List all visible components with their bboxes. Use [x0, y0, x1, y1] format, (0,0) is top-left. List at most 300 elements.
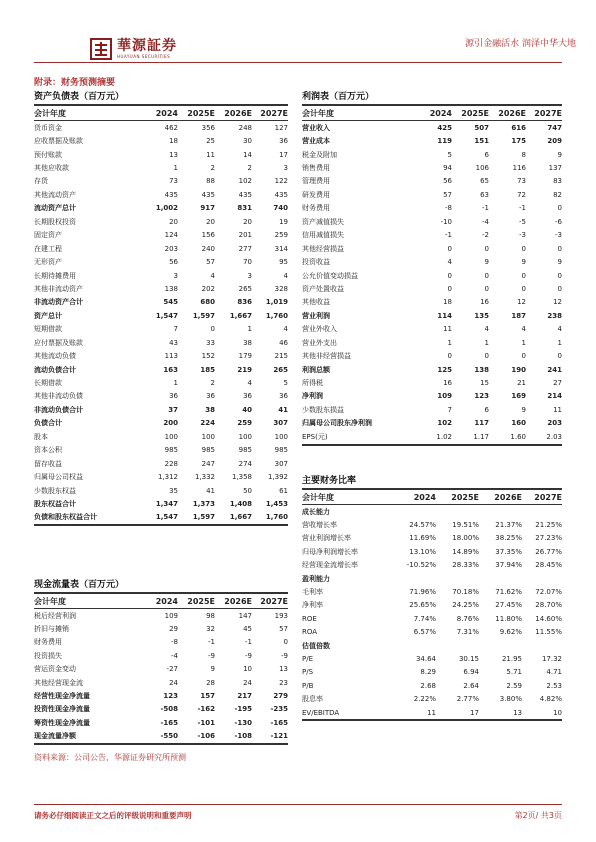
- table-row: [34, 309, 288, 322]
- row-label: 财务费用: [34, 638, 62, 647]
- table-row: [302, 229, 562, 242]
- row-value: 616: [511, 123, 526, 132]
- row-label: 应付票据及账款: [34, 338, 83, 347]
- row-value: 21.37%: [495, 521, 522, 530]
- row-label: EV/EBITDA: [302, 708, 340, 717]
- row-value: -1: [208, 638, 215, 647]
- row-value: 36: [279, 392, 288, 401]
- header-year: 2026E: [224, 108, 252, 118]
- row-label: 信用减值损失: [302, 231, 344, 240]
- row-value: 747: [547, 123, 562, 132]
- row-value: 219: [237, 365, 252, 374]
- row-value: 209: [547, 137, 562, 146]
- row-label: EPS(元): [302, 432, 328, 441]
- row-value: 9: [557, 258, 562, 267]
- row-value: 19.51%: [452, 521, 479, 530]
- table-title: 利润表（百万元）: [302, 92, 375, 102]
- row-value: 279: [273, 692, 288, 701]
- row-value: 190: [511, 365, 526, 374]
- row-label: 营业利润增长率: [302, 534, 351, 543]
- row-value: -101: [197, 718, 215, 727]
- row-value: 10: [553, 708, 562, 717]
- row-label: 净利率: [302, 601, 323, 610]
- row-value: -130: [234, 718, 252, 727]
- row-value: 4.82%: [539, 695, 562, 704]
- row-value: 27.23%: [535, 534, 562, 543]
- row-value: -4: [171, 651, 178, 660]
- table-row: [302, 121, 562, 134]
- row-value: -165: [160, 718, 178, 727]
- row-label: 现金流量净额: [34, 732, 76, 741]
- row-value: 37.94%: [495, 561, 522, 570]
- row-value: 4: [521, 325, 526, 334]
- row-label: 资产处置收益: [302, 284, 344, 293]
- row-label: 归属母公司权益: [34, 473, 83, 482]
- row-value: 545: [163, 298, 178, 307]
- row-label: 少数股东损益: [302, 405, 344, 414]
- row-value: 83: [553, 177, 562, 186]
- row-value: 57: [279, 625, 288, 634]
- row-value: 185: [200, 365, 215, 374]
- row-value: 0: [484, 244, 489, 253]
- row-value: 0: [521, 284, 526, 293]
- row-value: 0: [447, 352, 452, 361]
- row-value: 241: [547, 365, 562, 374]
- row-value: 1,408: [229, 499, 252, 508]
- table-title: 现金流量表（百万元）: [34, 580, 125, 590]
- row-value: 6: [484, 150, 489, 159]
- table-row: [302, 336, 562, 349]
- table-row: [34, 636, 288, 649]
- table-row: [302, 390, 562, 403]
- row-value: 14.60%: [535, 614, 562, 623]
- row-label: 流动负债合计: [34, 365, 76, 374]
- row-value: 985: [238, 446, 252, 455]
- row-value: 71.96%: [409, 588, 436, 597]
- row-label: 应收票据及账款: [34, 137, 83, 146]
- row-value: 2.59: [506, 681, 522, 690]
- table-row: [302, 626, 562, 639]
- row-value: 135: [474, 311, 489, 320]
- row-label: 预付账款: [34, 150, 62, 159]
- table-bottom-rule: [302, 719, 562, 721]
- footer-disclaimer: 请务必仔细阅读正文之后的评级说明和重要声明: [34, 811, 192, 820]
- table-row: [34, 363, 288, 376]
- row-value: 3: [247, 271, 252, 280]
- row-label: ROA: [302, 628, 318, 637]
- table-row: [302, 706, 562, 719]
- row-value: 9: [210, 665, 215, 674]
- table-row: [302, 692, 562, 705]
- table-row: [34, 282, 288, 295]
- row-value: 1.60: [510, 432, 526, 441]
- row-value: 328: [274, 284, 288, 293]
- row-value: -2: [482, 231, 489, 240]
- header-year: 2027E: [534, 492, 562, 502]
- row-value: 1,597: [192, 513, 215, 522]
- row-label: 股本: [34, 432, 48, 441]
- table-header-row: [302, 106, 562, 120]
- section-header-row: [302, 639, 562, 652]
- row-value: 61: [279, 486, 288, 495]
- row-label: 营业外支出: [302, 338, 337, 347]
- row-label: 固定资产: [34, 231, 62, 240]
- row-value: 1,453: [265, 499, 288, 508]
- header-year: 2025E: [187, 108, 215, 118]
- row-label: 营业收入: [302, 123, 330, 132]
- row-value: -8: [445, 204, 452, 213]
- row-value: 116: [512, 164, 526, 173]
- row-value: 0: [557, 204, 562, 213]
- table-row: [34, 229, 288, 242]
- row-value: 15: [480, 379, 489, 388]
- row-value: 228: [164, 459, 178, 468]
- table-row: [302, 403, 562, 416]
- row-value: 41: [278, 405, 288, 414]
- row-value: 147: [238, 611, 252, 620]
- row-value: 202: [201, 284, 215, 293]
- row-value: 43: [169, 338, 178, 347]
- row-value: 57: [206, 258, 215, 267]
- table-row: [34, 148, 288, 161]
- row-value: 137: [548, 164, 562, 173]
- row-value: 94: [443, 164, 452, 173]
- row-value: 1: [557, 338, 562, 347]
- table-row: [34, 323, 288, 336]
- table-row: [34, 703, 288, 716]
- appendix-title: 附录：财务预测摘要: [34, 78, 116, 88]
- row-value: 26.77%: [535, 547, 562, 556]
- row-value: 28.33%: [452, 561, 479, 570]
- row-value: 152: [201, 352, 215, 361]
- table-row: [34, 242, 288, 255]
- row-value: 1,547: [155, 311, 178, 320]
- row-value: 356: [201, 123, 215, 132]
- row-value: 34.64: [415, 654, 436, 663]
- row-value: 28.70%: [535, 601, 562, 610]
- row-value: 32: [206, 625, 215, 634]
- row-value: 1: [247, 325, 252, 334]
- row-value: -10.52%: [406, 561, 436, 570]
- row-value: 1: [484, 338, 489, 347]
- row-value: 462: [164, 123, 178, 132]
- row-value: 23: [279, 678, 288, 687]
- header-year: 2025E: [451, 492, 479, 502]
- row-value: -550: [160, 732, 178, 741]
- row-label: 营业利润: [302, 311, 330, 320]
- row-value: 203: [164, 244, 178, 253]
- row-value: 8: [521, 150, 526, 159]
- row-value: 1.17: [473, 432, 489, 441]
- row-label: 税后经营利润: [34, 611, 76, 620]
- row-value: -121: [270, 732, 288, 741]
- row-value: 38: [243, 338, 252, 347]
- row-value: 5: [283, 379, 288, 388]
- row-value: 7: [173, 325, 178, 334]
- row-value: 157: [200, 692, 215, 701]
- table-row: [34, 161, 288, 174]
- row-label: 营运资金变动: [34, 665, 76, 674]
- row-value: 17.32: [541, 654, 562, 663]
- row-value: 20: [169, 217, 178, 226]
- row-value: 24.25%: [452, 601, 479, 610]
- table-row: [34, 175, 288, 188]
- row-value: 36: [243, 392, 252, 401]
- row-label: 所得税: [302, 379, 323, 388]
- footer-divider: [34, 804, 562, 805]
- row-value: 0: [484, 284, 489, 293]
- row-value: -5: [519, 217, 526, 226]
- company-logo: [90, 38, 177, 60]
- row-label: 股息率: [302, 695, 323, 704]
- row-value: 2.22%: [413, 695, 436, 704]
- row-value: 13: [169, 150, 178, 159]
- row-value: 169: [511, 392, 526, 401]
- row-value: 2: [210, 164, 215, 173]
- row-value: 33: [206, 338, 215, 347]
- row-value: 5.71: [506, 668, 522, 677]
- row-value: 100: [201, 432, 215, 441]
- row-value: 37.35%: [495, 547, 522, 556]
- row-label: 少数股东权益: [34, 486, 76, 495]
- row-value: 11: [443, 325, 452, 334]
- row-value: 224: [200, 419, 215, 428]
- row-label: 销售费用: [302, 164, 330, 173]
- row-value: 265: [238, 284, 252, 293]
- header-slogan: 源引金融活水 润泽中华大地: [465, 39, 576, 49]
- row-value: 70: [243, 258, 252, 267]
- row-value: 109: [164, 611, 178, 620]
- row-value: 123: [474, 392, 489, 401]
- table-row: [302, 161, 562, 174]
- row-value: 20: [243, 217, 252, 226]
- row-label: 无形资产: [34, 258, 62, 267]
- header-year: 2026E: [494, 492, 522, 502]
- row-value: 4.71: [546, 668, 562, 677]
- row-label: 公允价值变动损益: [302, 271, 358, 280]
- row-value: 35: [169, 486, 178, 495]
- row-value: 24: [169, 678, 178, 687]
- table-row: [34, 716, 288, 729]
- row-value: 125: [437, 365, 452, 374]
- row-value: 680: [200, 298, 215, 307]
- row-label: 货币资金: [34, 123, 62, 132]
- row-label: 估值倍数: [302, 641, 330, 650]
- row-value: 9: [484, 258, 489, 267]
- table-row: [302, 309, 562, 322]
- row-label: P/E: [302, 654, 314, 663]
- header-year: 2024: [155, 108, 178, 118]
- row-value: 1,760: [265, 311, 288, 320]
- row-value: 1: [447, 338, 452, 347]
- row-value: 72.07%: [535, 588, 562, 597]
- row-value: 3.80%: [499, 695, 522, 704]
- row-value: 25: [206, 137, 215, 146]
- table-row: [34, 134, 288, 147]
- row-value: 10: [243, 665, 252, 674]
- table-bottom-rule: [34, 743, 288, 745]
- header-fiscal-year: 会计年度: [302, 108, 334, 118]
- row-value: 45: [243, 625, 252, 634]
- financial-ratios-table: [302, 474, 562, 721]
- table-row: [34, 390, 288, 403]
- row-value: 65: [480, 177, 489, 186]
- row-value: 1,392: [267, 473, 288, 482]
- row-label: 其他经营现金流: [34, 678, 83, 687]
- row-value: 203: [547, 419, 562, 428]
- row-value: 201: [238, 231, 252, 240]
- table-row: [302, 559, 562, 572]
- row-label: 资产总计: [34, 311, 62, 320]
- table-row: [34, 444, 288, 457]
- page-header: [0, 0, 596, 70]
- row-value: 274: [238, 459, 252, 468]
- row-value: -27: [166, 665, 178, 674]
- row-value: 38: [205, 405, 215, 414]
- row-value: 124: [164, 231, 178, 240]
- row-value: 1,358: [231, 473, 252, 482]
- row-value: -9: [245, 651, 252, 660]
- row-value: 1,332: [194, 473, 215, 482]
- row-value: 1: [173, 379, 178, 388]
- row-value: 1,597: [192, 311, 215, 320]
- row-value: 0: [447, 244, 452, 253]
- row-value: 9: [521, 405, 526, 414]
- row-value: 19: [279, 217, 288, 226]
- row-value: 113: [164, 352, 178, 361]
- row-label: 留存收益: [34, 459, 62, 468]
- row-value: 1,002: [155, 204, 178, 213]
- row-value: 106: [475, 164, 489, 173]
- table-row: [302, 545, 562, 558]
- row-value: 46: [279, 338, 288, 347]
- row-label: 其他经营损益: [302, 244, 344, 253]
- row-value: 831: [237, 204, 252, 213]
- row-label: 投资收益: [302, 258, 330, 267]
- row-value: 18.00%: [452, 534, 479, 543]
- table-row: [302, 323, 562, 336]
- row-value: 435: [238, 190, 252, 199]
- row-value: 38.25%: [495, 534, 522, 543]
- row-value: 7.31%: [456, 628, 479, 637]
- row-label: 归属母公司股东净利润: [302, 419, 372, 428]
- header-year: 2027E: [260, 596, 288, 606]
- table-row: [34, 457, 288, 470]
- row-value: 163: [163, 365, 178, 374]
- row-value: 29: [169, 625, 178, 634]
- row-value: 2.68: [420, 681, 436, 690]
- cash-flow-table: [34, 578, 288, 745]
- row-value: 100: [274, 432, 288, 441]
- row-value: 3: [173, 271, 178, 280]
- table-row: [34, 622, 288, 635]
- row-value: 4: [557, 325, 562, 334]
- table-row: [302, 363, 562, 376]
- row-value: 151: [474, 137, 489, 146]
- row-value: 122: [274, 177, 288, 186]
- row-value: 100: [238, 432, 252, 441]
- row-value: 57: [443, 190, 452, 199]
- table-row: [34, 188, 288, 201]
- row-value: -1: [445, 231, 452, 240]
- table-row: [302, 376, 562, 389]
- row-value: 27.45%: [495, 601, 522, 610]
- row-value: 11: [553, 405, 562, 414]
- row-value: 160: [511, 419, 526, 428]
- row-value: -3: [555, 231, 562, 240]
- row-value: 0: [283, 638, 288, 647]
- row-value: 11.69%: [409, 534, 436, 543]
- table-row: [34, 609, 288, 622]
- row-label: 其他流动资产: [34, 190, 76, 199]
- table-row: [34, 689, 288, 702]
- row-value: 1: [173, 164, 178, 173]
- table-row: [302, 282, 562, 295]
- row-label: 长期待摊费用: [34, 271, 76, 280]
- row-value: 17: [470, 708, 479, 717]
- row-label: 流动资产总计: [34, 204, 76, 213]
- table-row: [34, 497, 288, 510]
- row-label: 成长能力: [302, 507, 330, 516]
- row-value: 70.18%: [452, 588, 479, 597]
- header-year: 2025E: [187, 596, 215, 606]
- table-header-row: [34, 594, 288, 608]
- row-value: 14: [243, 150, 252, 159]
- row-label: 盈利能力: [302, 574, 330, 583]
- row-value: 36: [206, 392, 215, 401]
- row-value: 0: [210, 325, 215, 334]
- row-value: 2.77%: [456, 695, 479, 704]
- section-header-row: [302, 572, 562, 585]
- row-label: 其他收益: [302, 298, 330, 307]
- row-value: 13.10%: [409, 547, 436, 556]
- row-value: 25.65%: [409, 601, 436, 610]
- table-row: [302, 134, 562, 147]
- table-title: 主要财务比率: [302, 476, 357, 486]
- row-label: 投资性现金净流量: [34, 705, 90, 714]
- row-value: -10: [440, 217, 452, 226]
- logo-english-name: HUAYUAN SECURITIES: [117, 54, 171, 59]
- row-value: 72: [517, 190, 526, 199]
- table-row: [302, 666, 562, 679]
- row-value: 1,667: [229, 513, 252, 522]
- row-label: P/B: [302, 681, 314, 690]
- row-value: 1: [521, 338, 526, 347]
- row-value: 307: [274, 459, 288, 468]
- row-value: 8.29: [420, 668, 436, 677]
- row-value: 4: [210, 271, 215, 280]
- header-fiscal-year: 会计年度: [34, 596, 66, 606]
- row-value: 13: [279, 665, 288, 674]
- table-row: [302, 242, 562, 255]
- row-value: 1.02: [436, 432, 452, 441]
- row-value: 0: [447, 271, 452, 280]
- row-label: 筹资性现金净流量: [34, 718, 90, 727]
- row-value: -165: [270, 718, 288, 727]
- row-label: 营收增长率: [302, 521, 337, 530]
- row-value: 73: [169, 177, 178, 186]
- row-label: 非流动资产合计: [34, 298, 83, 307]
- logo-chinese-name: 華源証券: [117, 38, 177, 54]
- row-value: 0: [447, 284, 452, 293]
- header-divider: [34, 62, 562, 63]
- row-value: 507: [474, 123, 489, 132]
- row-value: 102: [238, 177, 252, 186]
- row-value: 63: [480, 190, 489, 199]
- row-value: 6.57%: [413, 628, 436, 637]
- row-value: 247: [201, 459, 215, 468]
- row-label: 归母净利润增长率: [302, 547, 358, 556]
